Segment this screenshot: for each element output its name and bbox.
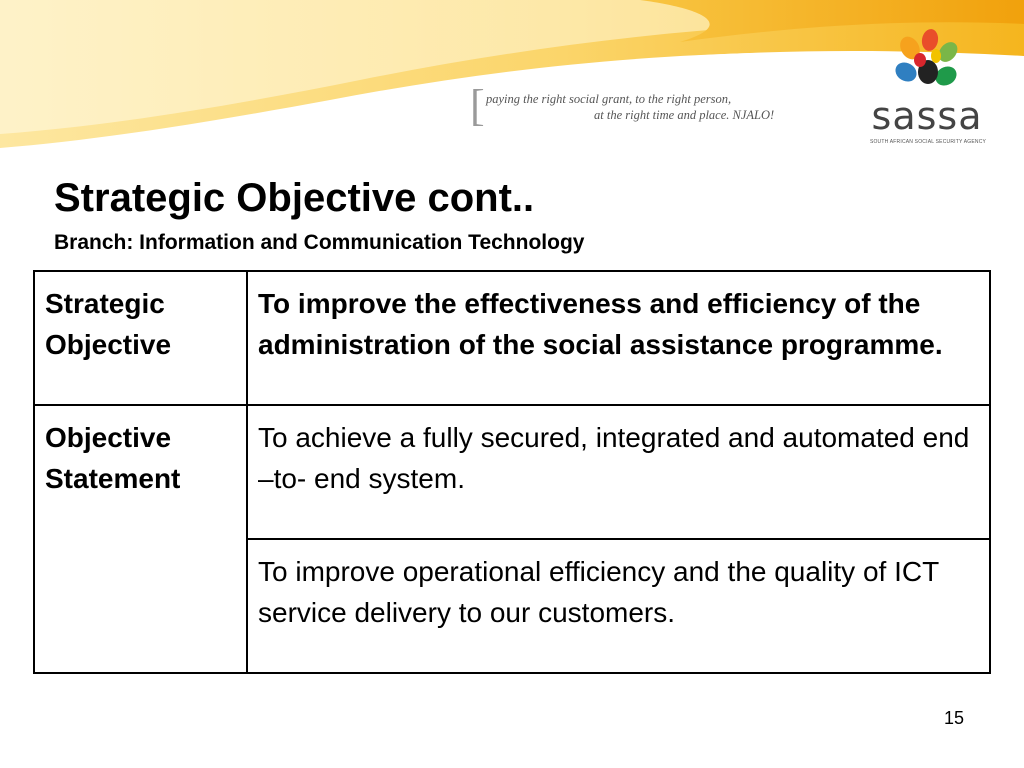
tagline-line-2: at the right time and place. NJALO! xyxy=(594,108,775,122)
slide-title: Strategic Objective cont.. xyxy=(54,176,535,220)
row-label-objective-statement: Objective Statement xyxy=(34,405,247,673)
logo-wordmark: sassa xyxy=(871,94,983,138)
row-label-strategic-objective: Strategic Objective xyxy=(34,271,247,405)
slide-subtitle: Branch: Information and Communication Technology xyxy=(54,231,585,254)
logo-subtitle: SOUTH AFRICAN SOCIAL SECURITY AGENCY xyxy=(869,139,987,145)
strategic-objective-text: To improve the effectiveness and efficiency of the administration of the social assistance programme. xyxy=(247,271,990,405)
sassa-logo xyxy=(862,26,992,156)
table-row xyxy=(34,271,990,405)
table-row xyxy=(34,405,990,539)
objective-statement-text-2: To improve operational efficiency and the quality of ICT service delivery to our customers. xyxy=(247,539,990,673)
objective-statement-text-1: To achieve a fully secured, integrated and automated end –to- end system. xyxy=(247,405,990,539)
tagline-line-1: paying the right social grant, to the right person, xyxy=(486,92,732,106)
tagline-bracket: [ xyxy=(470,81,485,130)
tagline xyxy=(470,81,810,130)
hands-logo-icon xyxy=(890,26,964,96)
objectives-table xyxy=(33,270,991,674)
page-number: 15 xyxy=(943,708,964,728)
